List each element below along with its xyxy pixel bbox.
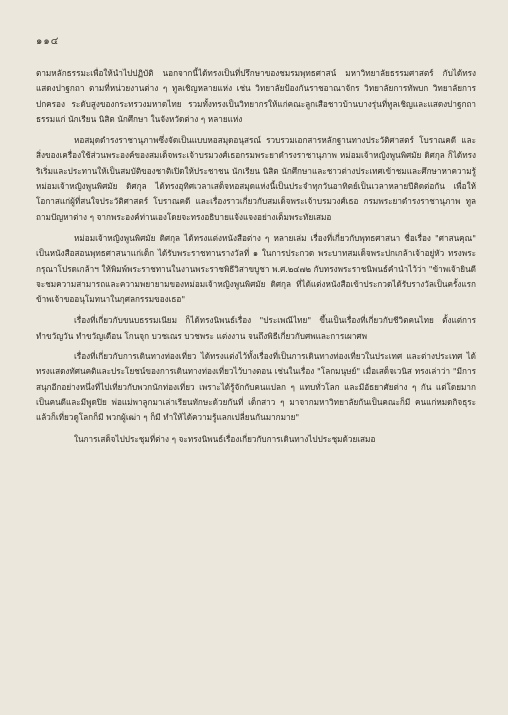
body-text (36, 66, 476, 453)
paragraph-5: เรื่องที่เกี่ยวกับการเดินทางท่องเที่ยว ได้ทรงแต่งไว้ทั้งเรื่องที่เป็นการเดินทางท่องเที่ยวในประเทศ และต่างประเทศ ได้ทรงแสดงทัศนคติและประโยชน์ของการเดินทางท่องเที่ยวไว้บางตอน เช่นในเรื่อง "โลกมนุษย์" เมื่อเสด็จเวนิส ทรงเล่าว่า "มีการสนุกอีกอย่างหนึ่งที่ไปเที่ยวกับพวกนักท่องเที่ยว เพราะได้รู้จักกับคนแปลก ๆ แทบทั่วโลก และมีอัธยาศัยต่าง ๆ กัน แต่โดยมากเป็นคนดีและมีพูดปิย พ่อแม่พาลูกมาเล่าเรียนทักษะด้วยกันที่ เด็กสาว ๆ มาจากมหาวิทยาลัยกันเป็นคณะก็มี คนแก่หมดกิจธุระแล้วก็เที่ยวดูโลกก็มี พวกผู้เฒ่า ๆ ก็มี ทำให้ได้ความรู้แลกเปลี่ยนกันมากมาย" (36, 351, 476, 423)
paragraph-1: ตามหลักธรรมะเพื่อให้นำไปปฏิบัติ นอกจากนี้ได้ทรงเป็นที่ปรึกษาของชมรมพุทธศาสน์ มหาวิทยาลัยธรรมศาสตร์ กับได้ทรงแสดงปาฐกถา ตามที่หน่วยงานต่าง ๆ ทูลเชิญหลายแห่ง เช่น วิทยาลัยป้องกันราชอาณาจักร วิทยาลัยการทัพบก วิทยาลัยการปกครอง ระดับสูงของกระทรวงมหาดไทย รวมทั้งทรงเป็นวิทยากรให้แก่คณะลูกเสือชาวบ้านบางรุ่นที่ทูลเชิญและแสดงปาฐกถาธรรมแก่ นักเรียน นิสิต นักศึกษา ในจังหวัดต่าง ๆ หลายแห่ง (36, 68, 476, 124)
paragraph-4: เรื่องที่เกี่ยวกับขนบธรรมเนียม ก็ได้ทรงนิพนธ์เรื่อง "ประเพณีไทย" ขึ้นเป็นเรื่องที่เกี่ยวกับชีวิตคนไทย ตั้งแต่การทำขวัญวัน ทำขวัญเดือน โกนจุก บวชเณร บวชพระ แต่งงาน จนถึงพิธีเกี่ยวกับศพและการเผาศพ (36, 315, 476, 341)
paragraph-2: หอสมุดดำรงราชานุภาพซึ่งจัดเป็นแบบหอสมุดอนุสรณ์ รวบรวมเอกสารหลักฐานทางประวัติศาสตร์ โบราณคดี และสิ่งของเครื่องใช้ส่วนพระองค์ของสมเด็จพระเจ้าบรมวงศ์เธอกรมพระยาดำรงราชานุภาพ หม่อมเจ้าหญิงพูนพิศมัย ดิศกุล ก็ได้ทรงริเริ่มและประทานให้เป็นสมบัติของชาติเปิดให้ประชาชน นักเรียน นิสิต นักศึกษาและชาวต่างประเทศเข้าชมและศึกษาหาความรู้ หม่อมเจ้าหญิงพูนพิศมัย ดิศกุล ได้ทรงอุทิศเวลาเสด็จหอสมุดแห่งนี้เป็นประจำทุกวันอาทิตย์เป็นเวลาหลายปีติดต่อกัน เพื่อให้โอกาสแก่ผู้ที่สนใจประวัติศาสตร์ โบราณคดี และเรื่องราวเกี่ยวกับสมเด็จพระเจ้าบรมวงศ์เธอ กรมพระยาดำรงราชานุภาพ ทูลถามปัญหาต่าง ๆ จากพระองค์ท่านเองโดยจะทรงอธิบายแจ้งแจงอย่างเต็มพระทัยเสมอ (36, 135, 476, 222)
paragraph-6: ในการเสด็จไปประชุมที่ต่าง ๆ จะทรงนิพนธ์เรื่องเกี่ยวกับการเดินทางไปประชุมด้วยเสมอ (74, 433, 376, 444)
paragraph-3: หม่อมเจ้าหญิงพูนพิศมัย ดิศกุล ได้ทรงแต่งหนังสือต่าง ๆ หลายเล่ม เรื่องที่เกี่ยวกับพุทธศาสนา ชื่อเรื่อง "ศาสนคุณ" เป็นหนังสือสอนพุทธศาสนาแก่เด็ก ได้รับพระราชทานรางวัลที่ ๑ ในการประกวด พระบาทสมเด็จพระปกเกล้าเจ้าอยู่หัว ทรงพระกรุณาโปรดเกล้าฯ ให้พิมพ์พระราชทานในงานพระราชพิธีวิสาขบูชา พ.ศ.๒๔๗๒ กับทรงพระราชนิพนธ์คำนำไว้ว่า "ข้าพเจ้ายินดีจะชมความสามารถและความพยายามของหม่อมเจ้าหญิงพูนพิศมัย ดิศกุล ที่ได้แต่งหนังสือเข้าประกวดได้รับรางวัลเป็นครั้งแรก ข้าพเจ้าขออนุโมทนาในกุศลกรรมของเธอ" (36, 232, 476, 305)
page-number: ๑๑๔ (36, 36, 60, 47)
